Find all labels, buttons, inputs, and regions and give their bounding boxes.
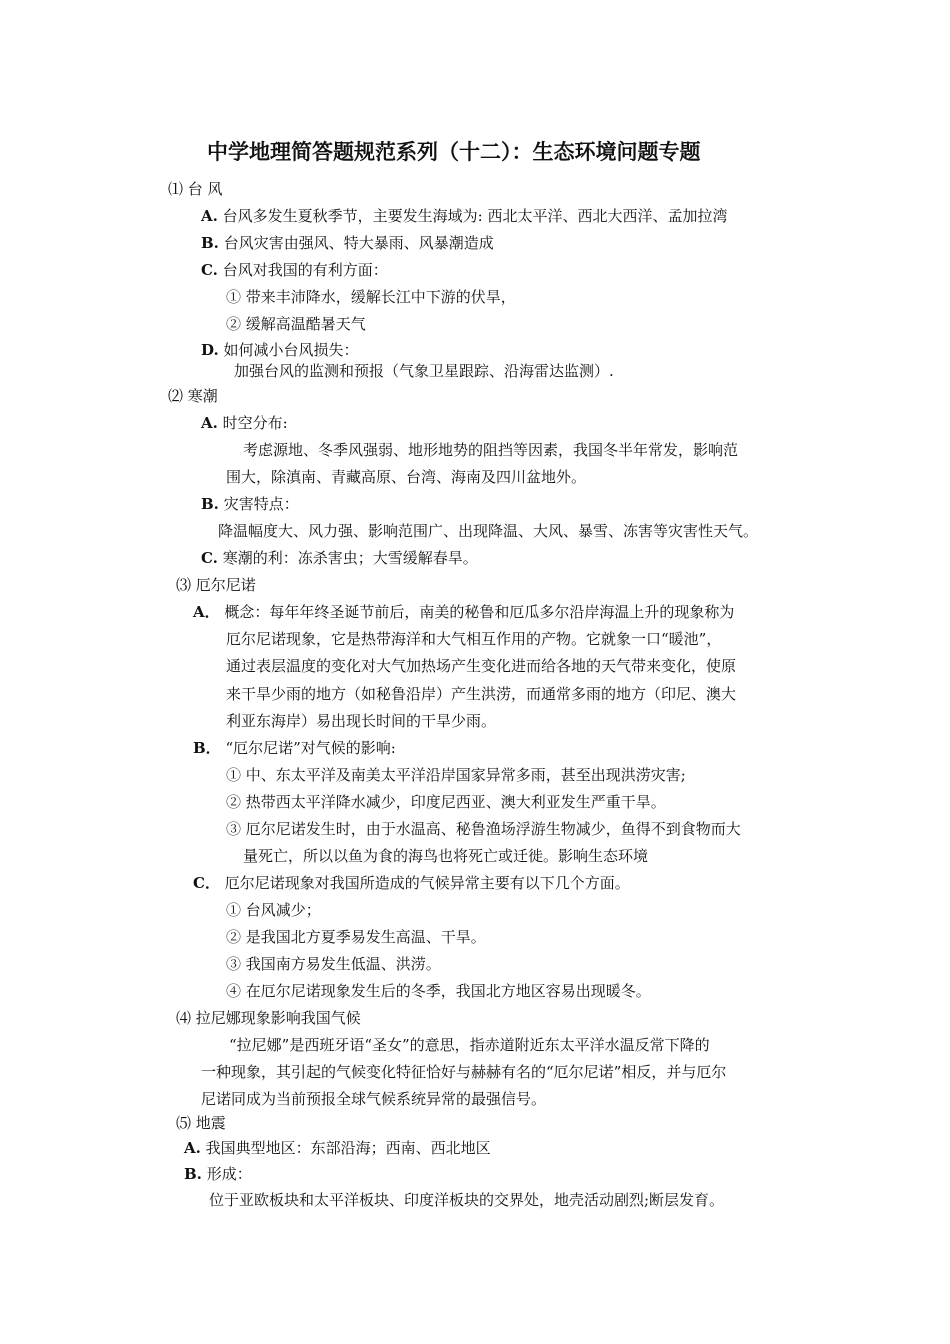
s2-c-text: 寒潮的利：冻杀害虫；大雪缓解春旱。 bbox=[222, 549, 478, 567]
s5-a-label: A. bbox=[184, 1139, 201, 1157]
s3-a-line-2: 厄尔尼诺现象，它是热带海洋和大气相互作用的产物。它就象一口“暖池”， bbox=[226, 630, 722, 648]
s1-c-text: 台风对我国的有利方面： bbox=[222, 261, 388, 279]
section-5-heading: ⑸ 地震 bbox=[176, 1114, 226, 1132]
section-3-heading: ⑶ 厄尔尼诺 bbox=[176, 576, 256, 594]
s1-a-text: 台风多发生夏秋季节，主要发生海域为: 西北太平洋、西北大西洋、孟加拉湾 bbox=[222, 207, 728, 225]
s1-a-label: A. bbox=[201, 207, 218, 225]
s4-line-1: “拉尼娜”是西班牙语“圣女”的意思，指赤道附近东太平洋水温反常下降的 bbox=[229, 1036, 710, 1054]
s1-b-label: B. bbox=[201, 234, 219, 252]
s1-d-body: 加强台风的监测和预报（气象卫星跟踪、沿海雷达监测）. bbox=[234, 362, 614, 380]
s3-b-label: B． bbox=[193, 739, 221, 757]
s1-item-d bbox=[201, 340, 359, 360]
s2-a-label: A. bbox=[201, 414, 218, 432]
s2-a-body-1: 考虑源地、冬季风强弱、地形地势的阻挡等因素，我国冬半年常发，影响范 bbox=[243, 441, 739, 459]
s5-b-text: 形成： bbox=[206, 1165, 252, 1183]
s3-a-line-5: 利亚东海岸）易出现长时间的干旱少雨。 bbox=[226, 712, 497, 730]
s3-item-b bbox=[193, 738, 396, 758]
s2-item-b bbox=[201, 494, 299, 514]
s3-b-item-3: ③ 厄尔尼诺发生时，由于水温高、秘鲁渔场浮游生物减少，鱼得不到食物而大 bbox=[226, 820, 741, 838]
section-1-heading: ⑴ 台 风 bbox=[168, 180, 223, 198]
s2-b-text: 灾害特点： bbox=[223, 495, 299, 513]
section-4-heading: ⑷ 拉尼娜现象影响我国气候 bbox=[176, 1009, 361, 1027]
s3-a-line-3: 通过表层温度的变化对大气加热场产生变化进而给各地的天气带来变化，使原 bbox=[226, 657, 737, 675]
s1-c-label: C. bbox=[201, 261, 218, 279]
s1-c-item-1: ① 带来丰沛降水，缓解长江中下游的伏旱， bbox=[226, 288, 516, 306]
s3-c-item-4: ④ 在厄尔尼诺现象发生后的冬季，我国北方地区容易出现暖冬。 bbox=[226, 982, 651, 1000]
s2-a-body-2: 围大，除滇南、青藏高原、台湾、海南及四川盆地外。 bbox=[226, 468, 587, 486]
s5-item-a bbox=[184, 1138, 491, 1158]
s1-d-label: D. bbox=[201, 341, 219, 359]
s1-b-text: 台风灾害由强风、特大暴雨、风暴潮造成 bbox=[223, 234, 494, 252]
s3-b-item-2: ② 热带西太平洋降水减少，印度尼西亚、澳大利亚发生严重干旱。 bbox=[226, 793, 666, 811]
s5-a-text: 我国典型地区：东部沿海；西南、西北地区 bbox=[205, 1139, 491, 1157]
s4-line-2: 一种现象，其引起的气候变化特征恰好与赫赫有名的“厄尔尼诺”相反，并与厄尔 bbox=[201, 1063, 727, 1081]
s5-b-body: 位于亚欧板块和太平洋板块、印度洋板块的交界处，地壳活动剧烈;断层发育。 bbox=[209, 1191, 725, 1209]
page-title: 中学地理简答题规范系列（十二）：生态环境问题专题 bbox=[207, 139, 701, 164]
s3-c-item-1: ① 台风减少； bbox=[226, 901, 321, 919]
s3-c-item-3: ③ 我国南方易发生低温、洪涝。 bbox=[226, 955, 441, 973]
s1-d-text: 如何减小台风损失： bbox=[223, 341, 359, 359]
s3-c-text: 厄尔尼诺现象对我国所造成的气候异常主要有以下几个方面。 bbox=[224, 874, 630, 892]
s1-c-item-2: ② 缓解高温酷暑天气 bbox=[226, 315, 366, 333]
s2-b-body: 降温幅度大、风力强、影响范围广、出现降温、大风、暴雪、冻害等灾害性天气。 bbox=[218, 522, 759, 540]
s5-item-b bbox=[184, 1164, 252, 1184]
s4-line-3: 尼诺同成为当前预报全球气候系统异常的最强信号。 bbox=[201, 1090, 547, 1108]
s3-a-label: A． bbox=[193, 603, 220, 621]
s3-a-line-4: 来干旱少雨的地方（如秘鲁沿岸）产生洪涝，而通常多雨的地方（印尼、澳大 bbox=[226, 685, 737, 703]
s3-item-c bbox=[193, 873, 630, 893]
s1-item-b bbox=[201, 233, 494, 253]
s2-item-a bbox=[201, 413, 288, 433]
s3-a-text: 概念：每年年终圣诞节前后，南美的秘鲁和厄瓜多尔沿岸海温上升的现象称为 bbox=[224, 603, 735, 621]
s3-b-item-3-cont: 量死亡，所以以鱼为食的海鸟也将死亡或迁徙。影响生态环境 bbox=[243, 847, 649, 865]
s3-b-text: “厄尔尼诺”对气候的影响: bbox=[225, 739, 396, 757]
s2-item-c bbox=[201, 548, 478, 568]
s2-b-label: B. bbox=[201, 495, 219, 513]
s2-a-text: 时空分布: bbox=[222, 414, 288, 432]
s2-c-label: C. bbox=[201, 549, 218, 567]
section-2-heading: ⑵ 寒潮 bbox=[168, 387, 218, 405]
s3-a-line-1 bbox=[193, 602, 734, 622]
s1-item-a bbox=[201, 206, 727, 226]
s3-b-item-1: ① 中、东太平洋及南美太平洋沿岸国家异常多雨，甚至出现洪涝灾害; bbox=[226, 766, 686, 784]
s3-c-item-2: ② 是我国北方夏季易发生高温、干旱。 bbox=[226, 928, 486, 946]
s1-item-c bbox=[201, 260, 388, 280]
s5-b-label: B. bbox=[184, 1165, 202, 1183]
s3-c-label: C． bbox=[193, 874, 220, 892]
